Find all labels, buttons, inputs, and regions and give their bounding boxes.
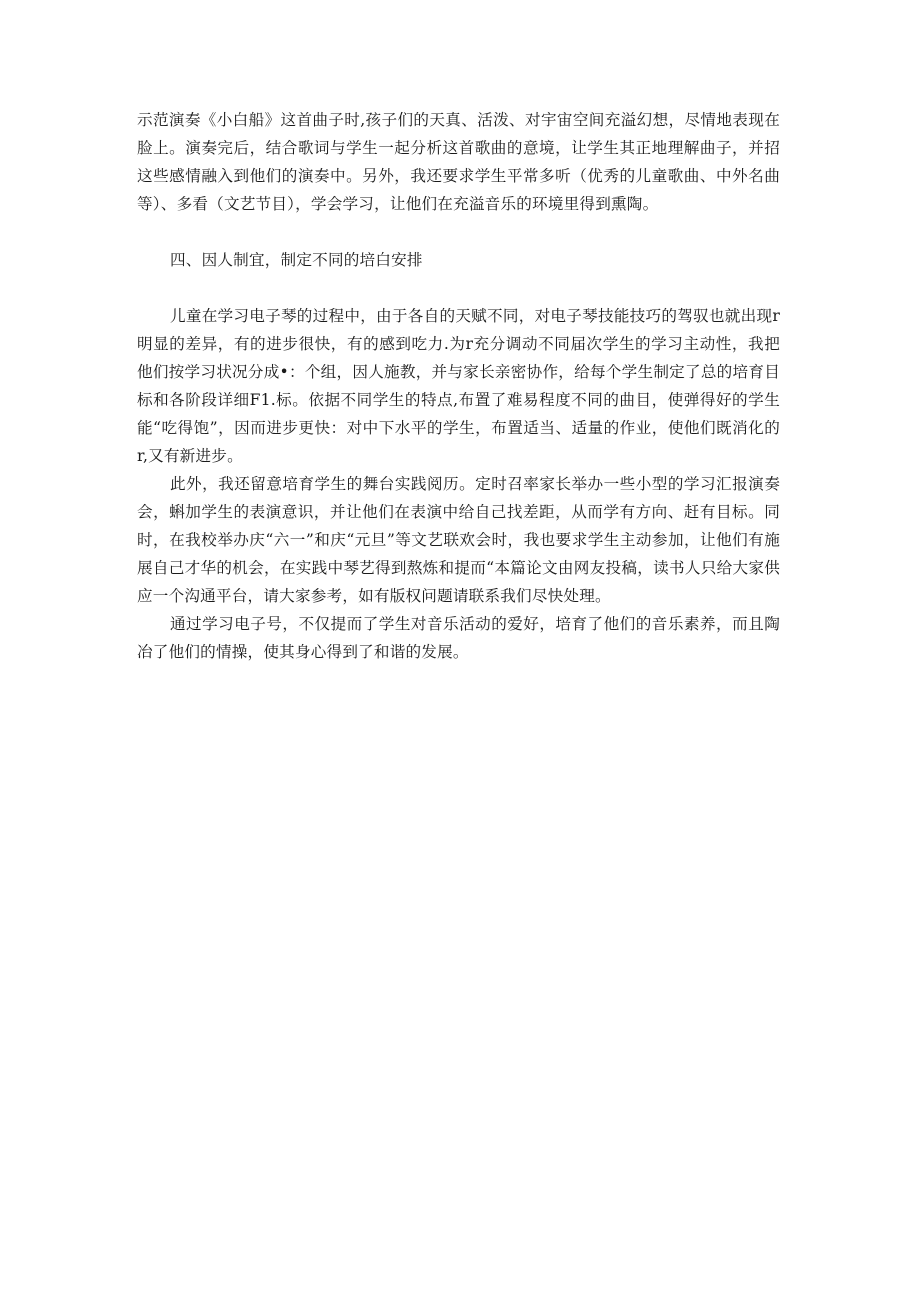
section-heading: 四、因人制宜，制定不同的培白安排: [170, 251, 423, 269]
document-body: [137, 106, 780, 666]
paragraph-body: 儿童在学习电子琴的过程中，由于各自的天赋不同，对电子琴技能技巧的驾驭也就出现r明显的差异，有的进步很快，有的感到吃力.为r充分调动不同届次学生的学习主动性，我把他们按学习状况分成•：个组，因人施教，并与家长亲密协作，给每个学生制定了总的培育目标和各阶段详细F1.标。依据不同学生的特点,布置了难易程度不同的曲目，使弹得好的学生能“吃得饱”，因而进步更快：对中下水平的学生，布置适当、适量的作业，使他们既消化的r,又有新进步。: [137, 307, 780, 465]
paragraph-conclusion: 通过学习电子号，不仅提而了学生对音乐活动的爱好，培育了他们的音乐素养，而且陶冶了他们的情操，使其身心得到了和谐的发展。: [137, 615, 780, 661]
paragraph-continuation: 示范演奏《小白船》这首曲子时,孩子们的天真、活泼、对宇宙空间充溢幻想，尽情地表现在脸上。演奏完后，结合歌词与学生一起分析这首歌曲的意境，让学生其正地理解曲子，并招这些感情融入到他们的演奏中。另外，我还要求学生平常多听（优秀的儿童歌曲、中外名曲等）、多看（文艺节目），学会学习，让他们在充溢音乐的环境里得到熏陶。: [137, 111, 780, 213]
paragraph-body: 此外，我还留意培育学生的舞台实践阅历。定时召率家长举办一些小型的学习汇报演奏会，蝌加学生的表演意识，并让他们在表演中给自己找差距，从而学有方向、赶有目标。同时，在我校举办庆“六一”和庆“元旦”等文艺联欢会时，我也要求学生主动参加，让他们有施展自己才华的机会，在实践中琴艺得到熬炼和提而“本篇论文由网友投稿，读书人只给大家供应一个沟通平台，请大家参考，如有版权问题请联系我们尽快处理。: [137, 475, 780, 605]
